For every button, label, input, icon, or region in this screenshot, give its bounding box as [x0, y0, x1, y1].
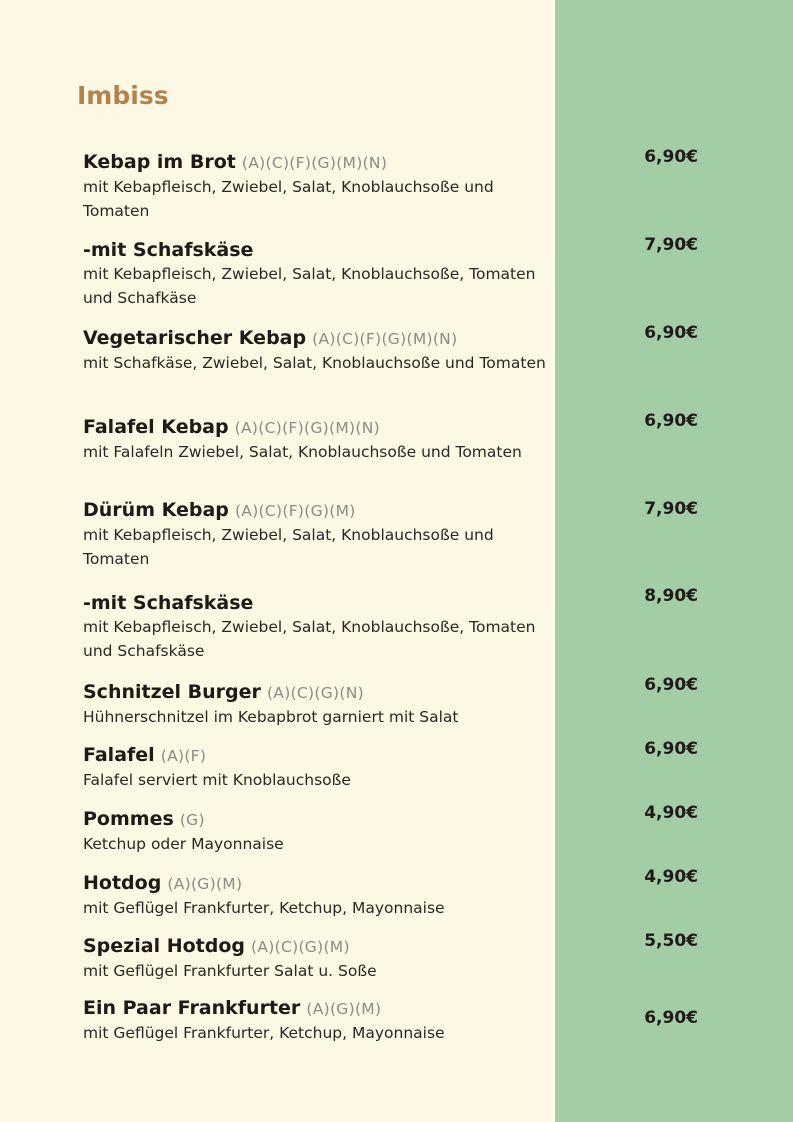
item-price: 4,90€ [644, 867, 698, 887]
item-price: 6,90€ [644, 739, 698, 759]
item-allergens: (A)(C)(G)(M) [251, 938, 350, 956]
menu-item-pommes [83, 807, 555, 856]
item-name: -mit Schafskäse [83, 239, 254, 261]
item-description: mit Kebapfleisch, Zwiebel, Salat, Knoblauchsoße, Tomaten und Schafskäse [83, 618, 536, 660]
item-price: 6,90€ [644, 1008, 698, 1028]
item-name: Hotdog [83, 872, 162, 894]
menu-item-ein-paar-frankfurter [83, 996, 555, 1045]
item-name: Pommes [83, 808, 174, 830]
item-description: Ketchup oder Mayonnaise [83, 835, 284, 853]
item-allergens: (A)(G)(M) [167, 875, 243, 893]
item-allergens: (A)(C)(F)(G)(M)(N) [312, 330, 458, 348]
menu-item-mit-schafskaese [83, 238, 555, 310]
item-price: 7,90€ [644, 235, 698, 255]
menu-section-title: Imbiss [77, 81, 169, 110]
item-price: 7,90€ [644, 499, 698, 519]
item-description: Falafel serviert mit Knoblauchsoße [83, 771, 351, 789]
menu-item-falafel [83, 743, 555, 792]
item-price: 6,90€ [644, 411, 698, 431]
item-description: mit Schafkäse, Zwiebel, Salat, Knoblauchsoße und Tomaten [83, 354, 546, 372]
item-description: mit Falafeln Zwiebel, Salat, Knoblauchsoße und Tomaten [83, 443, 522, 461]
item-allergens: (G) [179, 811, 205, 829]
item-allergens: (A)(C)(F)(G)(M) [234, 502, 356, 520]
menu-item-vegetarischer-kebap [83, 326, 555, 375]
menu-item-schnitzel-burger [83, 680, 555, 729]
item-name: Dürüm Kebap [83, 499, 229, 521]
item-price: 5,50€ [644, 931, 698, 951]
item-description: Hühnerschnitzel im Kebapbrot garniert mit Salat [83, 708, 459, 726]
item-price: 6,90€ [644, 675, 698, 695]
item-name: Ein Paar Frankfurter [83, 997, 301, 1019]
item-name: Spezial Hotdog [83, 935, 245, 957]
item-price: 8,90€ [644, 586, 698, 606]
menu-item-kebap-im-brot [83, 150, 555, 223]
item-name: Vegetarischer Kebap [83, 327, 307, 349]
item-description: mit Geflügel Frankfurter, Ketchup, Mayonnaise [83, 1024, 445, 1042]
menu-item-spezial-hotdog [83, 934, 555, 983]
item-allergens: (A)(C)(G)(N) [266, 684, 364, 702]
price-column-background [555, 0, 793, 1122]
menu-item-duerum-kebap [83, 498, 555, 571]
item-description: mit Kebapfleisch, Zwiebel, Salat, Knoblauchsoße und Tomaten [83, 178, 494, 220]
item-name: Falafel Kebap [83, 416, 229, 438]
item-price: 6,90€ [644, 147, 698, 167]
item-description: mit Kebapfleisch, Zwiebel, Salat, Knoblauchsoße, Tomaten und Schafkäse [83, 265, 536, 307]
menu-item-falafel-kebap [83, 415, 555, 464]
item-name: Kebap im Brot [83, 151, 236, 173]
item-allergens: (A)(F) [160, 747, 207, 765]
item-description: mit Geflügel Frankfurter Salat u. Soße [83, 962, 377, 980]
item-name: -mit Schafskäse [83, 592, 254, 614]
menu-item-hotdog [83, 871, 555, 920]
item-description: mit Kebapfleisch, Zwiebel, Salat, Knoblauchsoße und Tomaten [83, 526, 494, 568]
item-allergens: (A)(C)(F)(G)(M)(N) [234, 419, 380, 437]
item-description: mit Geflügel Frankfurter, Ketchup, Mayonnaise [83, 899, 445, 917]
item-allergens: (A)(C)(F)(G)(M)(N) [241, 154, 388, 172]
item-name: Schnitzel Burger [83, 681, 261, 703]
item-allergens: (A)(G)(M) [306, 1000, 382, 1018]
item-price: 4,90€ [644, 803, 698, 823]
item-price: 6,90€ [644, 323, 698, 343]
item-name: Falafel [83, 744, 155, 766]
menu-item-mit-schafskaese-2 [83, 591, 555, 663]
